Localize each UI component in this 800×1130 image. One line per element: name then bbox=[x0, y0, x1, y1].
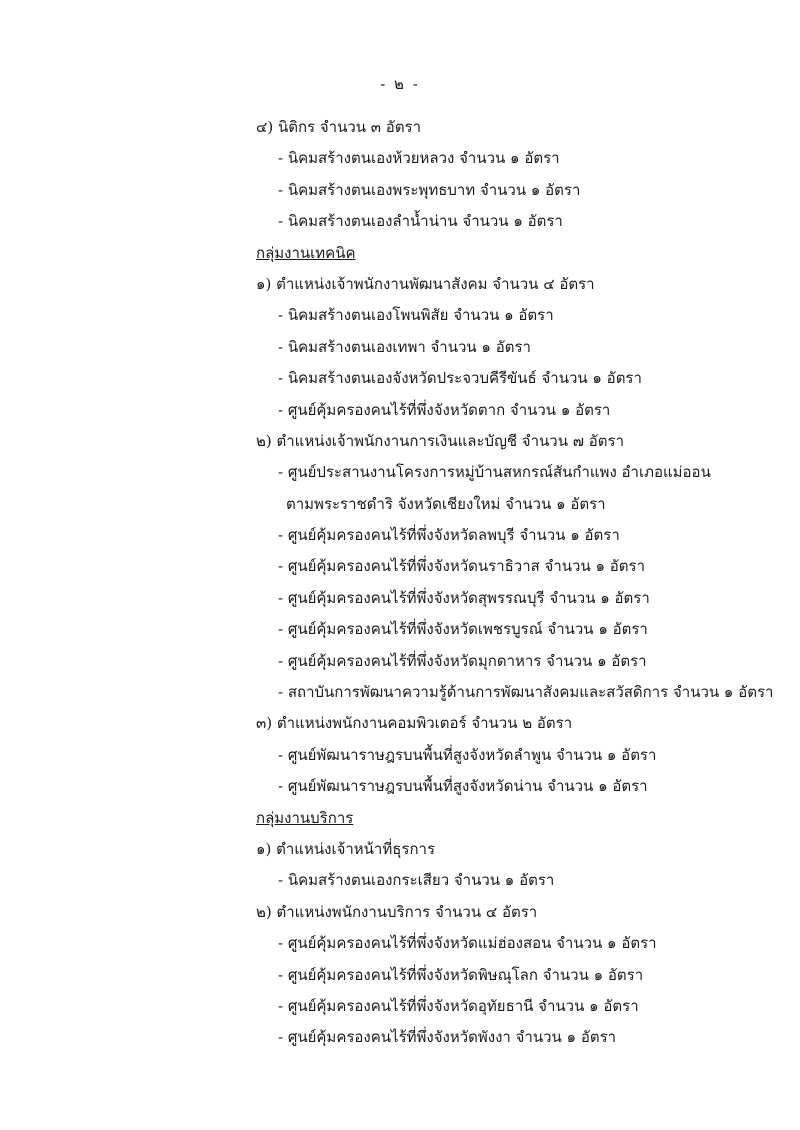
unit-line: - ศูนย์คุ้มครองคนไร้ที่พึ่งจังหวัดเพชรบูรณ์ จำนวน ๑ อัตรา bbox=[278, 620, 648, 639]
unit-line: - นิคมสร้างตนเองโพนพิสัย จำนวน ๑ อัตรา bbox=[278, 306, 554, 325]
page-number: - ๒ - bbox=[380, 75, 420, 93]
unit-line: - นิคมสร้างตนเองจังหวัดประจวบคีรีขันธ์ จำนวน ๑ อัตรา bbox=[278, 369, 642, 388]
unit-line: - นิคมสร้างตนเองพระพุทธบาท จำนวน ๑ อัตรา bbox=[278, 180, 581, 199]
unit-line: - ศูนย์คุ้มครองคนไร้ที่พึ่งจังหวัดอุทัยธานี จำนวน ๑ อัตรา bbox=[278, 996, 639, 1015]
unit-line: - ศูนย์คุ้มครองคนไร้ที่พึ่งจังหวัดลพบุรี จำนวน ๑ อัตรา bbox=[278, 526, 620, 545]
unit-line: - สถาบันการพัฒนาความรู้ด้านการพัฒนาสังคมและสวัสดิการ จำนวน ๑ อัตรา bbox=[278, 683, 774, 702]
unit-line-continuation: ตามพระราชดำริ จังหวัดเชียงใหม่ จำนวน ๑ อัตรา bbox=[286, 494, 606, 513]
position-item: ๑) ตำแหน่งเจ้าหน้าที่ธุรการ bbox=[256, 839, 436, 858]
unit-line: - นิคมสร้างตนเองลำน้ำน่าน จำนวน ๑ อัตรา bbox=[278, 212, 563, 231]
unit-line: - นิคมสร้างตนเองกระเสียว จำนวน ๑ อัตรา bbox=[278, 871, 555, 890]
position-item: ๓) ตำแหน่งพนักงานคอมพิวเตอร์ จำนวน ๒ อัตรา bbox=[256, 714, 573, 733]
group-heading: กลุ่มงานบริการ bbox=[256, 808, 354, 827]
position-item: ๔) นิติกร จำนวน ๓ อัตรา bbox=[256, 118, 422, 136]
group-heading: กลุ่มงานเทคนิค bbox=[256, 243, 356, 262]
unit-line: - ศูนย์คุ้มครองคนไร้ที่พึ่งจังหวัดนราธิวาส จำนวน ๑ อัตรา bbox=[278, 557, 645, 576]
unit-line: - ศูนย์พัฒนาราษฎรบนพื้นที่สูงจังหวัดน่าน จำนวน ๑ อัตรา bbox=[278, 777, 648, 796]
unit-line: - ศูนย์คุ้มครองคนไร้ที่พึ่งจังหวัดสุพรรณบุรี จำนวน ๑ อัตรา bbox=[278, 588, 650, 607]
document-body bbox=[256, 112, 776, 1054]
position-item: ๒) ตำแหน่งพนักงานบริการ จำนวน ๔ อัตรา bbox=[256, 902, 538, 921]
unit-line: - ศูนย์คุ้มครองคนไร้ที่พึ่งจังหวัดพิษณุโลก จำนวน ๑ อัตรา bbox=[278, 965, 644, 984]
position-item: ๑) ตำแหน่งเจ้าพนักงานพัฒนาสังคม จำนวน ๔ อัตรา bbox=[256, 274, 595, 293]
unit-line: - ศูนย์ประสานงานโครงการหมู่บ้านสหกรณ์สันกำแพง อำเภอแม่ออน bbox=[278, 463, 711, 482]
unit-line: - ศูนย์คุ้มครองคนไร้ที่พึ่งจังหวัดมุกดาหาร จำนวน ๑ อัตรา bbox=[278, 651, 647, 670]
unit-line: - ศูนย์คุ้มครองคนไร้ที่พึ่งจังหวัดตาก จำนวน ๑ อัตรา bbox=[278, 400, 611, 419]
unit-line: - นิคมสร้างตนเองเทพา จำนวน ๑ อัตรา bbox=[278, 337, 531, 356]
unit-line: - ศูนย์พัฒนาราษฎรบนพื้นที่สูงจังหวัดลำพูน จำนวน ๑ อัตรา bbox=[278, 745, 657, 764]
position-item: ๒) ตำแหน่งเจ้าพนักงานการเงินและบัญชี จำนวน ๗ อัตรา bbox=[256, 431, 624, 450]
unit-line: - นิคมสร้างตนเองห้วยหลวง จำนวน ๑ อัตรา bbox=[278, 149, 560, 168]
unit-line: - ศูนย์คุ้มครองคนไร้ที่พึ่งจังหวัดแม่ฮ่องสอน จำนวน ๑ อัตรา bbox=[278, 934, 657, 953]
unit-line: - ศูนย์คุ้มครองคนไร้ที่พึ่งจังหวัดพังงา จำนวน ๑ อัตรา bbox=[278, 1028, 617, 1047]
